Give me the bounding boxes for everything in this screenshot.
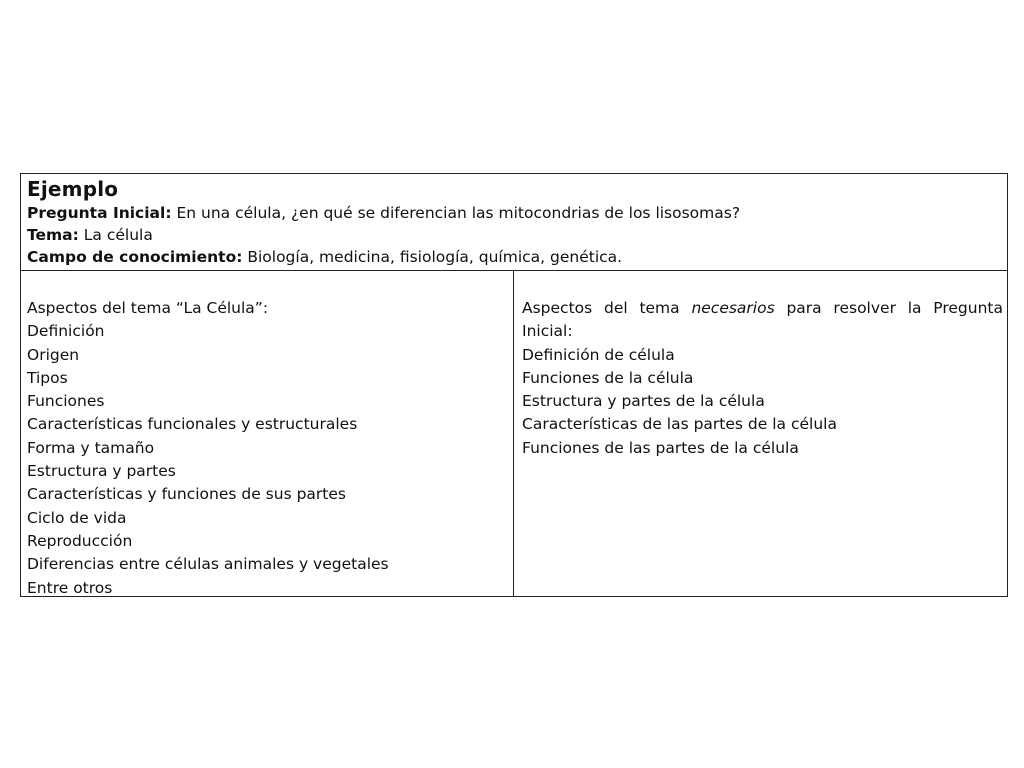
example-table	[20, 173, 1008, 597]
field-line	[27, 246, 1007, 268]
example-title: Ejemplo	[27, 177, 119, 201]
necessary-aspects-heading	[522, 297, 1003, 344]
question-label: Pregunta Inicial:	[27, 204, 172, 222]
list-item: Funciones	[27, 392, 105, 411]
topic-aspects-column	[21, 271, 514, 596]
heading-text-part3: Inicial:	[522, 322, 573, 341]
heading-text-part2: para resolver la Pregunta	[774, 299, 1003, 317]
list-item: Funciones de las partes de la célula	[522, 438, 799, 457]
list-item: Estructura y partes de la célula	[522, 392, 765, 411]
list-item: Origen	[27, 345, 80, 364]
topic-line	[27, 224, 1007, 246]
list-item: Características funcionales y estructurales	[27, 415, 358, 434]
list-item: Forma y tamaño	[27, 438, 155, 457]
question-text: En una célula, ¿en qué se diferencian las mitocondrias de los lisosomas?	[171, 204, 741, 222]
topic-text: La célula	[78, 226, 153, 244]
topic-aspects-heading: Aspectos del tema “La Célula”:	[27, 299, 269, 317]
field-label: Campo de conocimiento:	[27, 248, 243, 266]
list-item: Tipos	[27, 368, 68, 387]
list-item: Funciones de la célula	[522, 368, 694, 387]
list-item: Diferencias entre células animales y vegetales	[27, 555, 389, 574]
list-item: Ciclo de vida	[27, 508, 127, 527]
necessary-aspects-heading-line1	[522, 297, 1003, 320]
question-line	[27, 202, 1007, 224]
heading-emphasis: necesarios	[691, 299, 775, 317]
example-header	[21, 174, 1007, 271]
list-item: Estructura y partes	[27, 462, 176, 481]
list-item: Definición de célula	[522, 345, 675, 364]
necessary-aspects-column	[514, 271, 1007, 596]
list-item: Características y funciones de sus partes	[27, 485, 346, 504]
list-item: Definición	[27, 322, 105, 341]
list-item: Características de las partes de la célula	[522, 415, 837, 434]
heading-text-part1: Aspectos del tema	[522, 299, 692, 317]
field-text: Biología, medicina, fisiología, química, genética.	[242, 248, 623, 266]
list-item: Reproducción	[27, 531, 133, 550]
list-item: Entre otros	[27, 578, 113, 597]
topic-label: Tema:	[27, 226, 79, 244]
